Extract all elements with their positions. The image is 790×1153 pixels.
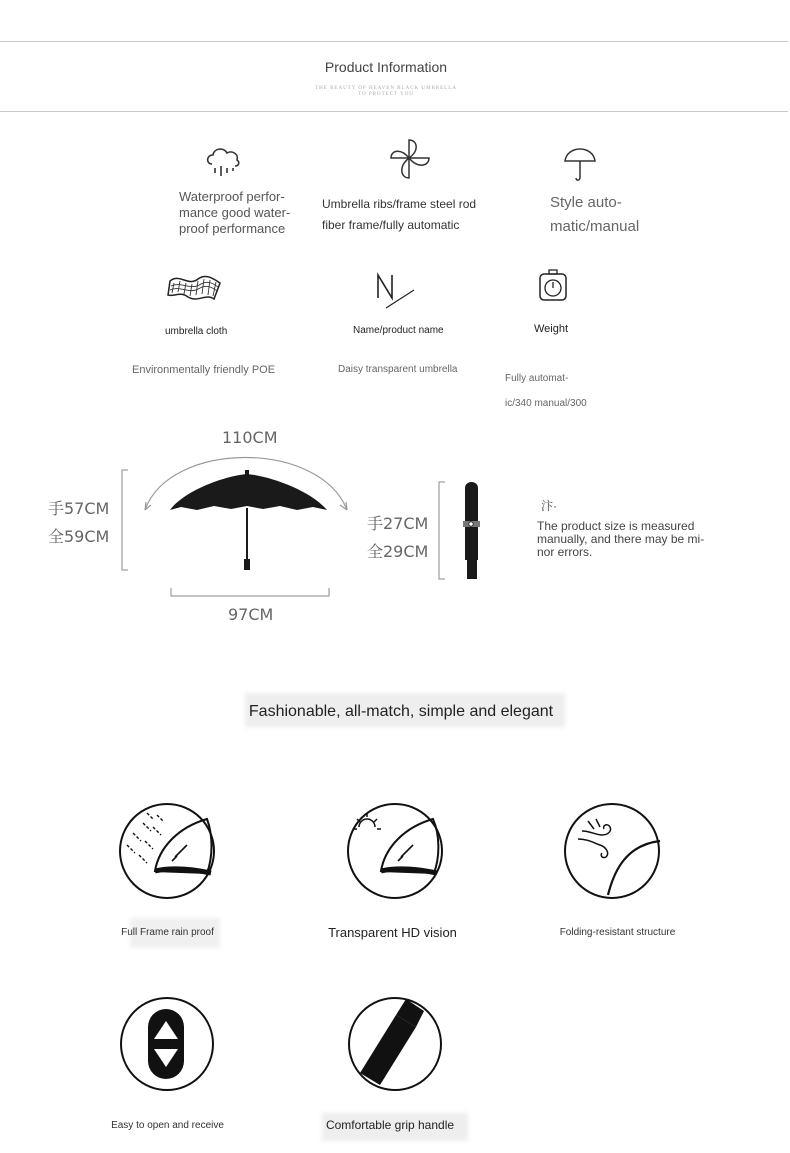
caption-hd-vision: Transparent HD vision	[328, 925, 457, 940]
size-note-head: 汴·	[541, 499, 557, 513]
hd-vision-icon	[345, 801, 445, 901]
dim-width: 97CM	[228, 605, 274, 624]
name-n-icon	[376, 272, 418, 312]
page-title: Product Information	[324, 59, 448, 75]
dim-closed-auto: 全29CM	[367, 542, 429, 561]
page-subtitle: THE BEAUTY OF HEAVEN BLACK UMBRELLA TO PROTECT YOU	[315, 86, 457, 97]
feature-waterproof: Waterproof perfor- mance good water- proof performance	[179, 189, 291, 236]
header-rule	[0, 111, 788, 112]
open-umbrella-diagram	[115, 440, 365, 600]
top-rule	[0, 41, 788, 42]
spec-label-cloth: umbrella cloth	[165, 326, 228, 337]
spec-label-weight: Weight	[534, 323, 569, 335]
rain-cloud-icon	[204, 142, 244, 182]
umbrella-icon	[563, 145, 599, 185]
spec-label-name: Name/product name	[353, 325, 444, 336]
spec-value-name: Daisy transparent umbrella	[338, 364, 458, 375]
rain-proof-icon	[117, 801, 217, 901]
grip-handle-icon	[346, 995, 444, 1093]
spec-value-cloth: Environmentally friendly POE	[132, 364, 276, 376]
caption-rain-proof: Full Frame rain proof	[121, 927, 214, 938]
section-title: Fashionable, all-match, simple and elegant	[248, 703, 554, 720]
caption-folding-resistant: Folding-resistant structure	[559, 927, 676, 938]
wind-resistant-icon	[562, 801, 662, 901]
fabric-icon	[166, 273, 222, 303]
dim-open-auto: 全59CM	[48, 527, 110, 546]
feature-style: Style auto- matic/manual	[550, 194, 640, 235]
dim-closed-manual: 手27CM	[367, 514, 429, 533]
spec-value-weight: Fully automat- ic/340 manual/300	[505, 373, 587, 409]
size-note: The product size is measured manually, and there may be mi- nor errors.	[537, 519, 705, 559]
scale-icon	[538, 267, 568, 303]
closed-umbrella-diagram	[434, 478, 494, 584]
caption-grip-handle: Comfortable grip handle	[325, 1118, 455, 1132]
caption-open-receive: Easy to open and receive	[111, 1120, 224, 1131]
dim-arc: 110CM	[222, 428, 278, 447]
open-close-icon	[118, 995, 216, 1093]
feature-frame: Umbrella ribs/frame steel rod fiber frame/fully automatic	[322, 197, 477, 232]
dim-open-manual: 手57CM	[48, 499, 110, 518]
pinwheel-icon	[389, 138, 433, 180]
